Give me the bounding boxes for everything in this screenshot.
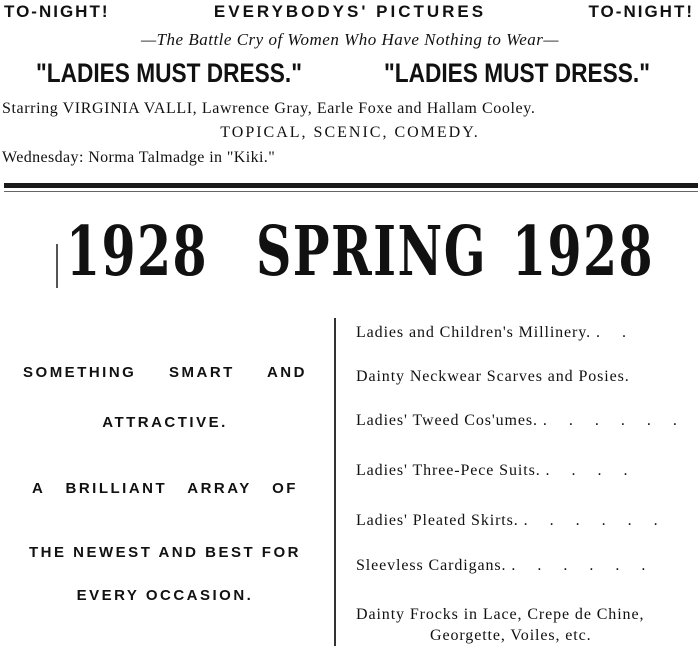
column-rule-thin [4, 191, 698, 192]
dot-leader: . . . . . . [523, 512, 667, 529]
list-item [356, 412, 686, 430]
list-item [356, 512, 667, 530]
list-item-text: Ladies' Pleated Skirts. [356, 512, 519, 529]
dot-leader: . . . . [545, 462, 637, 479]
column-rule-thick [4, 183, 698, 188]
cast-line: Starring VIRGINIA VALLI, Lawrence Gray, Earle Foxe and Hallam Cooley. [2, 100, 536, 117]
list-item-text: Dainty Frocks in Lace, Crepe de Chine, [356, 606, 645, 623]
slogan-line-1: SOMETHING SMART AND [23, 364, 307, 381]
headline-year-right: 1928 [512, 212, 655, 292]
slogan-line-2: ATTRACTIVE. [102, 414, 228, 431]
list-item-text: Ladies and Children's Millinery. [356, 324, 592, 341]
slogan-line-4: THE NEWEST AND BEST FOR [29, 544, 301, 561]
dot-leader: . . [595, 324, 635, 341]
dot-leader: . . . . . . [511, 557, 655, 574]
list-item [356, 462, 637, 480]
cinema-name: EVERYBODYS' PICTURES [213, 2, 487, 21]
headline-season: SPRING [256, 212, 487, 292]
slogan-line-3: A BRILLIANT ARRAY OF [32, 480, 298, 497]
list-item [356, 368, 630, 386]
headline-year-left: 1928 [66, 212, 209, 292]
list-item-text: Dainty Neckwear Scarves and Posies. [356, 368, 630, 385]
tonight-label-left: TO-NIGHT! [4, 2, 110, 21]
slogan-line-5: EVERY OCCASION. [76, 587, 254, 604]
film-title-right: "LADIES MUST DRESS." [384, 58, 650, 88]
list-item-text: Sleevless Cardigans. [356, 557, 507, 574]
tonight-label-right: TO-NIGHT! [588, 2, 694, 21]
upcoming-feature: Wednesday: Norma Talmadge in "Kiki." [2, 149, 276, 166]
list-item-text: Ladies' Tweed Cos'umes. [356, 412, 538, 429]
film-tagline: —The Battle Cry of Women Who Have Nothing to Wear— [140, 30, 560, 49]
film-title-left: "LADIES MUST DRESS." [36, 58, 302, 88]
list-item-continuation: Georgette, Voiles, etc. [430, 627, 592, 644]
column-divider [334, 318, 336, 646]
dot-leader: . . . . . . [542, 412, 686, 429]
list-item [356, 557, 654, 575]
border-mark [56, 244, 58, 288]
list-item [356, 324, 635, 342]
list-item [356, 606, 644, 624]
list-item-text: Ladies' Three-Pece Suits. [356, 462, 541, 479]
programme-line: TOPICAL, SCENIC, COMEDY. [220, 124, 480, 141]
